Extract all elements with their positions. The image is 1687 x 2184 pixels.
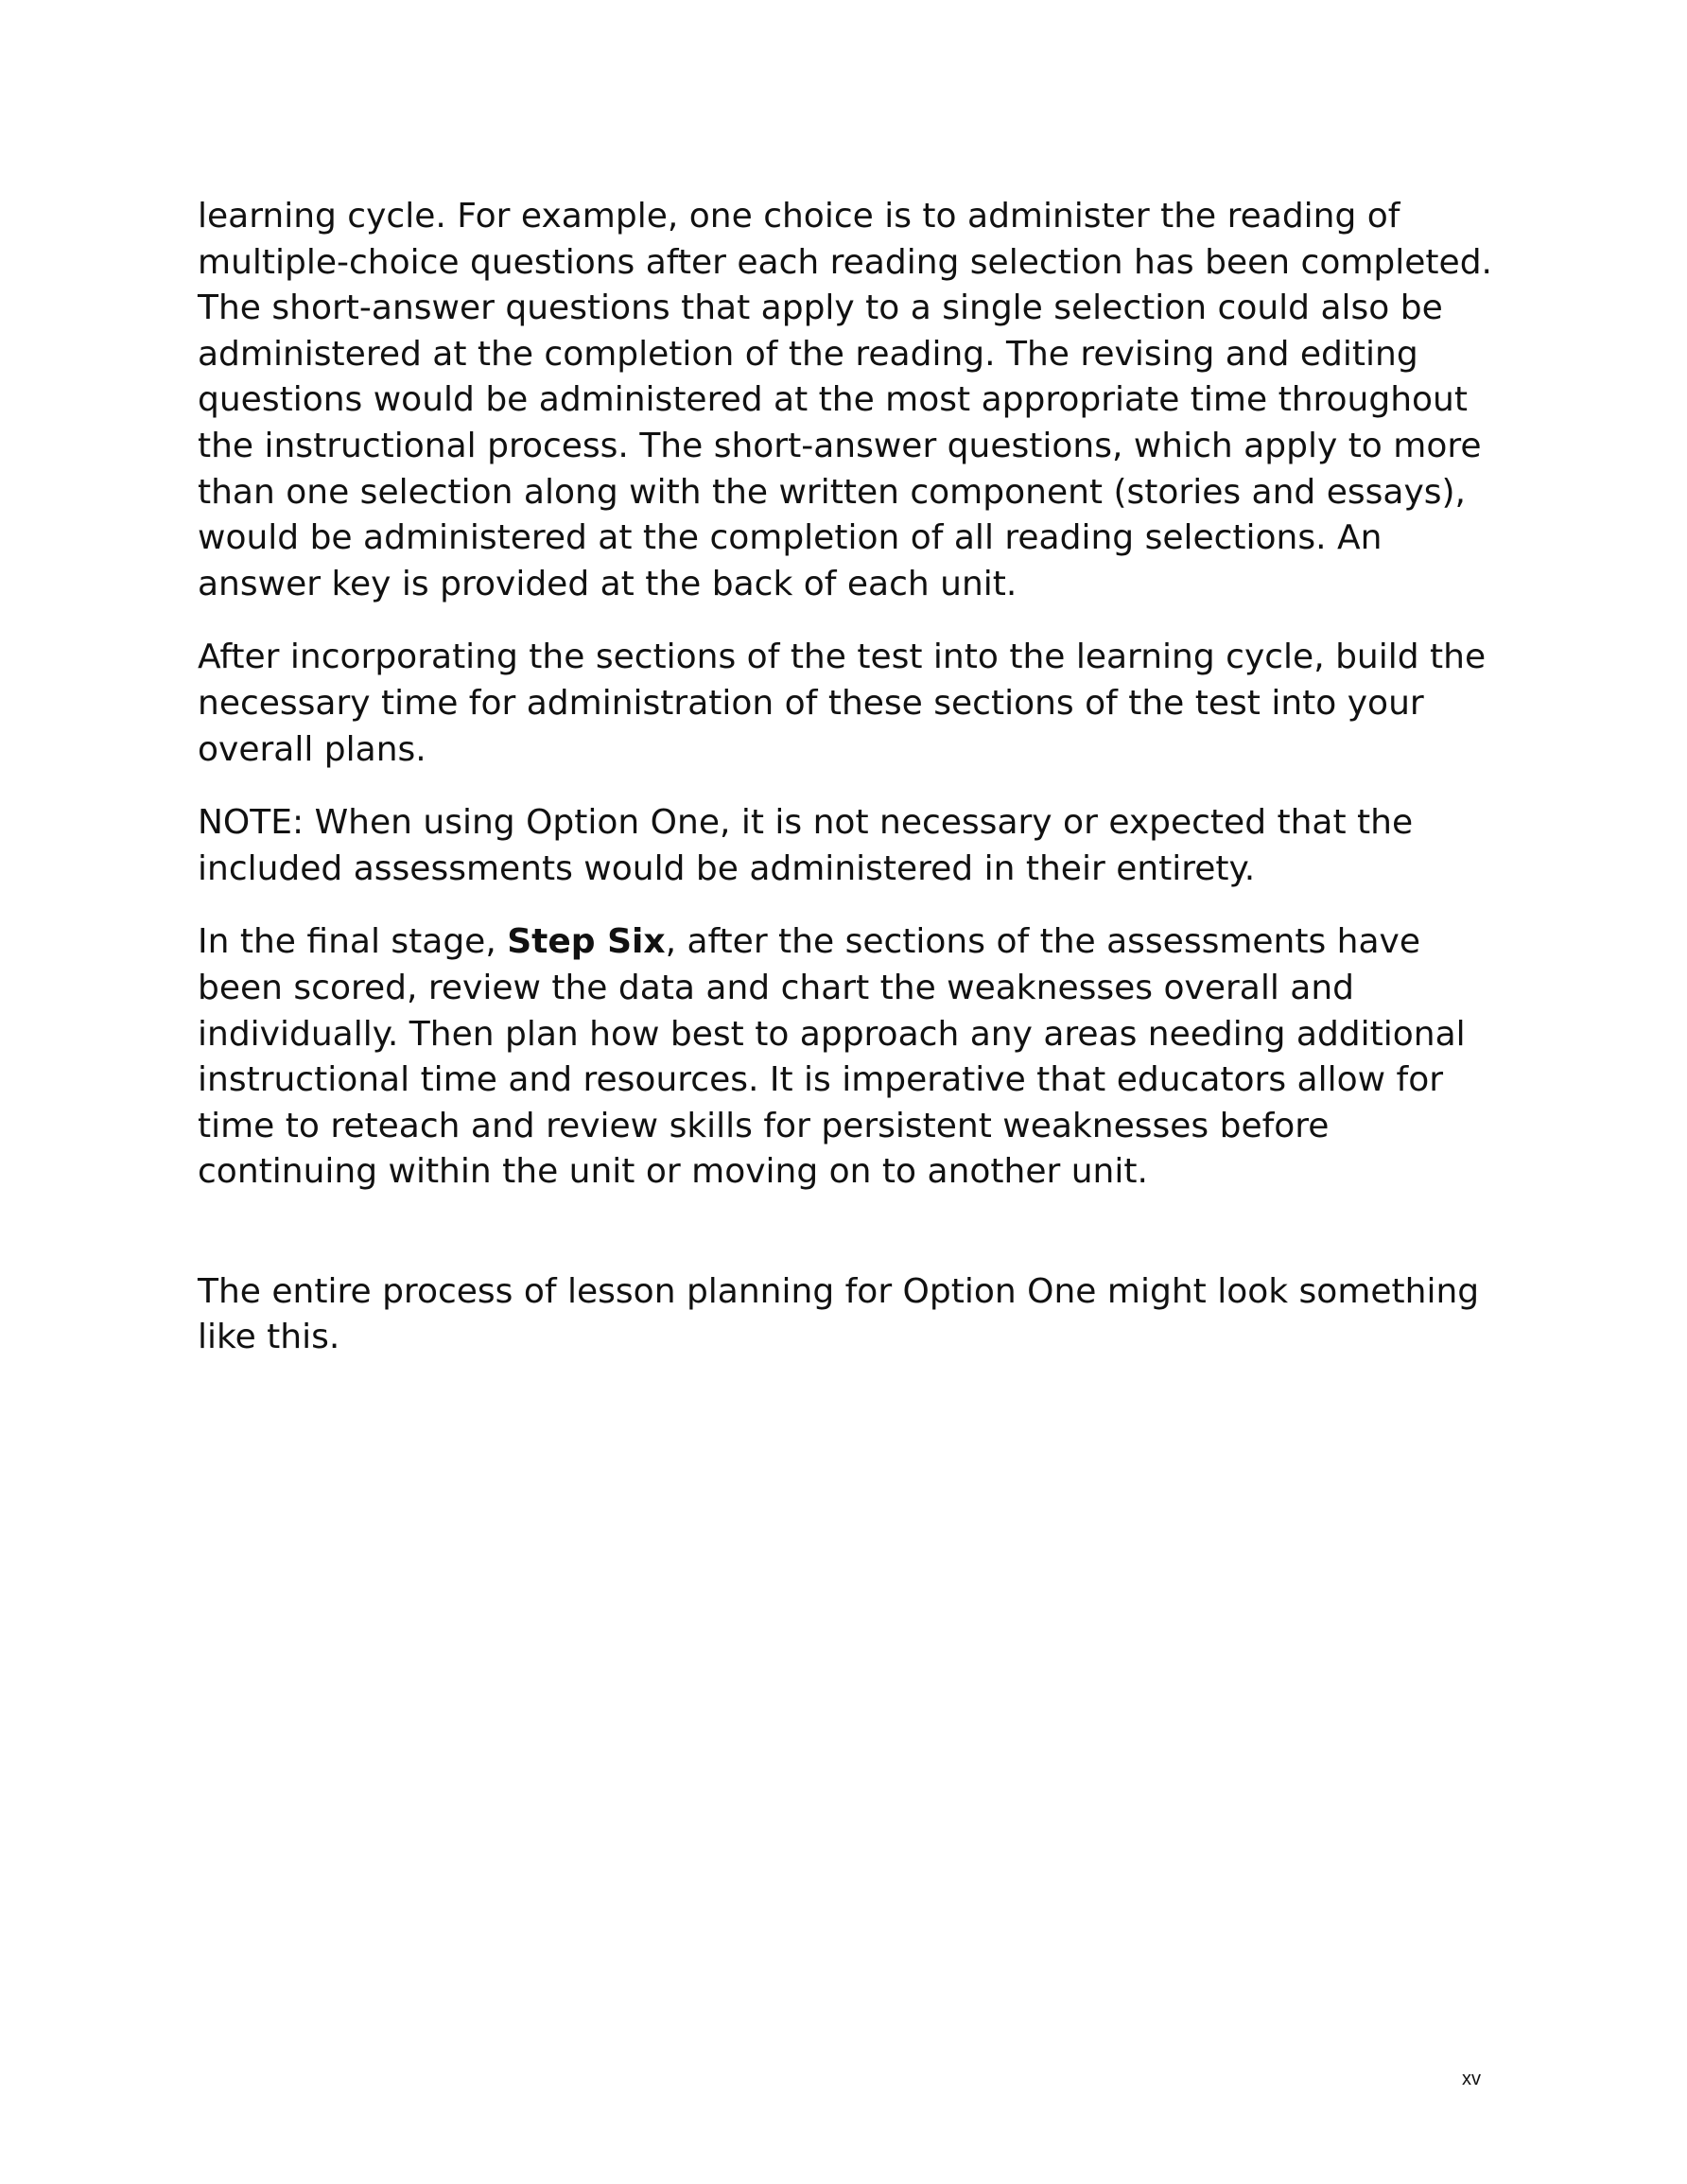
step-six-label: Step Six [507,922,666,962]
paragraph-process-intro: The entire process of lesson planning for Option One might look something like this. [198,1271,1480,1357]
page-number: xv [1462,2069,1481,2089]
step-six-text: , after the sections of the assessments have been scored, review the data and chart the weaknesses overall and individually. Then plan how best to approach any areas needing additional instructional time and resources. It is imperative that educators allow for time to reteach and review skills for persistent weaknesses before continuing within the unit or moving on to another unit. [198,922,1466,1192]
paragraph-step-six [198,919,1503,1196]
body-text [198,194,1503,1389]
paragraph-test-administration: learning cycle. For example, one choice is to administer the reading of multiple-choice questions after each reading selection has been completed. The short-answer questions that apply to a single selection could also be administered at the completion of the reading. The revising and editing questions would be administered at the most appropriate time throughout the instructional process. The short-answer questions, which apply to more than one selection along with the written component (stories and essays), would be administered at the completion of all reading selections. An answer key is provided at the back of each unit. [198,197,1492,603]
paragraph-note: NOTE: When using Option One, it is not necessary or expected that the included assessments would be administered in their entirety. [198,803,1414,888]
paragraph-time-planning: After incorporating the sections of the test into the learning cycle, build the necessary time for administration of these sections of the test into your overall plans. [198,638,1487,769]
step-six-lead-in: In the final stage, [198,922,508,962]
